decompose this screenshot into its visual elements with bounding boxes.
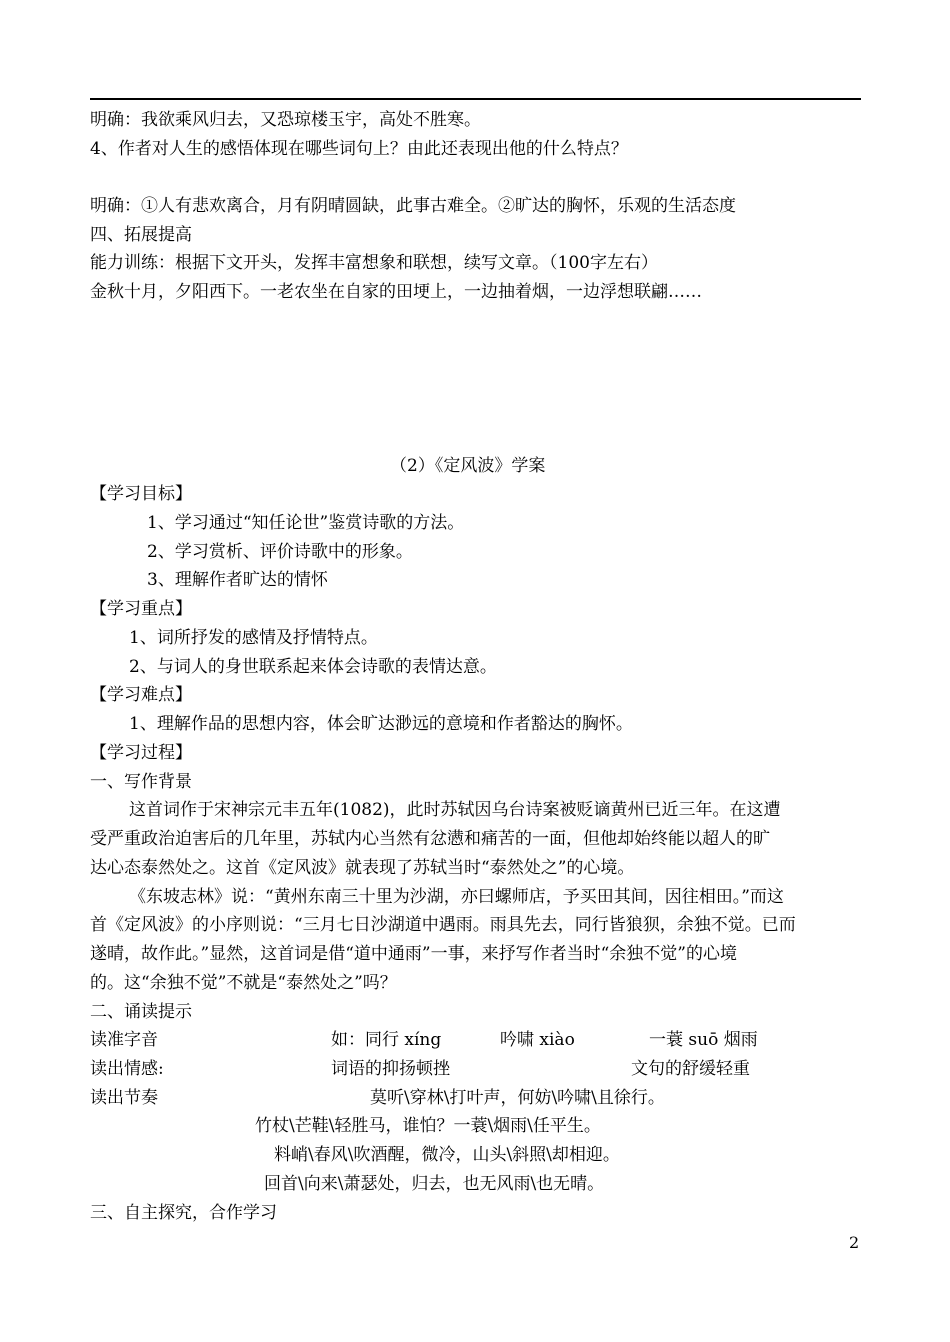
background-para2-line: 遂晴，故作此。”显然，这首词是借“道中通雨”一事，来抒写作者当时“余独不觉”的心境: [90, 944, 737, 964]
pronunciation-example: 一蓑 suō 烟雨: [649, 1030, 758, 1050]
background-para2-line: 的。这“余独不觉”不就是“泰然处之”吗？: [90, 973, 397, 993]
background-para1-line: 受严重政治迫害后的几年里，苏轼内心当然有忿懑和痛苦的一面，但他却始终能以超人的旷: [90, 829, 770, 849]
key-point-item: 2、与词人的身世联系起来体会诗歌的表情达意。: [129, 657, 497, 677]
writing-prompt: 金秋十月，夕阳西下。一老农坐在自家的田埂上，一边抽着烟，一边浮想联翩……: [90, 282, 702, 302]
poem-line: 竹杖\芒鞋\轻胜马，谁怕？一蓑\烟雨\任平生。: [255, 1116, 601, 1136]
difficulties-heading: 【学习难点】: [90, 685, 192, 705]
emotion-example: 词语的抑扬顿挫: [331, 1059, 450, 1079]
question-4: 4、作者对人生的感悟体现在哪些词句上？由此还表现出他的什么特点？: [90, 139, 628, 159]
goal-item: 1、学习通过“知任论世”鉴赏诗歌的方法。: [147, 513, 465, 533]
section-heading-inquiry: 三、自主探究，合作学习: [90, 1203, 277, 1223]
poem-line: 回首\向来\萧瑟处，归去，也无风雨\也无晴。: [264, 1174, 605, 1194]
section-heading-background: 一、写作背景: [90, 772, 192, 792]
goal-item: 3、理解作者旷达的情怀: [147, 570, 328, 590]
background-para1-line: 达心态泰然处之。这首《定风波》就表现了苏轼当时“泰然处之”的心境。: [90, 858, 635, 878]
background-para2-line: 首《定风波》的小序则说：“三月七日沙湖道中遇雨。雨具先去，同行皆狼狈，余独不觉。已而: [90, 915, 796, 935]
rhythm-label: 读出节奏: [90, 1088, 158, 1108]
goals-heading: 【学习目标】: [90, 484, 192, 504]
ability-training: 能力训练：根据下文开头，发挥丰富想象和联想，续写文章。（100字左右）: [90, 253, 658, 273]
poem-line: 料峭\春风\吹酒醒，微冷，山头\斜照\却相迎。: [274, 1145, 620, 1165]
section-heading-extension: 四、拓展提高: [90, 225, 192, 245]
goal-item: 2、学习赏析、评价诗歌中的形象。: [147, 542, 413, 562]
poem-line: 莫听\穿林\打叶声，何妨\吟啸\且徐行。: [370, 1088, 665, 1108]
emotion-label: 读出情感:: [90, 1059, 164, 1079]
pronunciation-example: 吟啸 xiào: [500, 1030, 575, 1050]
page-number: 2: [849, 1233, 860, 1252]
key-points-heading: 【学习重点】: [90, 599, 192, 619]
key-point-item: 1、词所抒发的感情及抒情特点。: [129, 628, 378, 648]
pronunciation-label: 读准字音: [90, 1030, 158, 1050]
process-heading: 【学习过程】: [90, 743, 192, 763]
background-para1-line: 这首词作于宋神宗元丰五年(1082)，此时苏轼因乌台诗案被贬谪黄州已近三年。在这遭: [129, 800, 781, 820]
emotion-example: 文句的舒缓轻重: [631, 1059, 750, 1079]
answer-4: 明确：①人有悲欢离合，月有阴晴圆缺，此事古难全。②旷达的胸怀，乐观的生活态度: [90, 196, 736, 216]
header-rule: [90, 98, 861, 100]
document-title: （2）《定风波》学案: [390, 456, 546, 476]
section-heading-reading: 二、诵读提示: [90, 1002, 192, 1022]
background-para2-line: 《东坡志林》说：“黄州东南三十里为沙湖，亦曰螺师店，予买田其间，因往相田。”而这: [129, 887, 784, 907]
difficulty-item: 1、理解作品的思想内容，体会旷达渺远的意境和作者豁达的胸怀。: [129, 714, 633, 734]
answer-3: 明确：我欲乘风归去，又恐琼楼玉宇，高处不胜寒。: [90, 110, 481, 130]
pronunciation-example: 如：同行 xíng: [331, 1030, 442, 1050]
